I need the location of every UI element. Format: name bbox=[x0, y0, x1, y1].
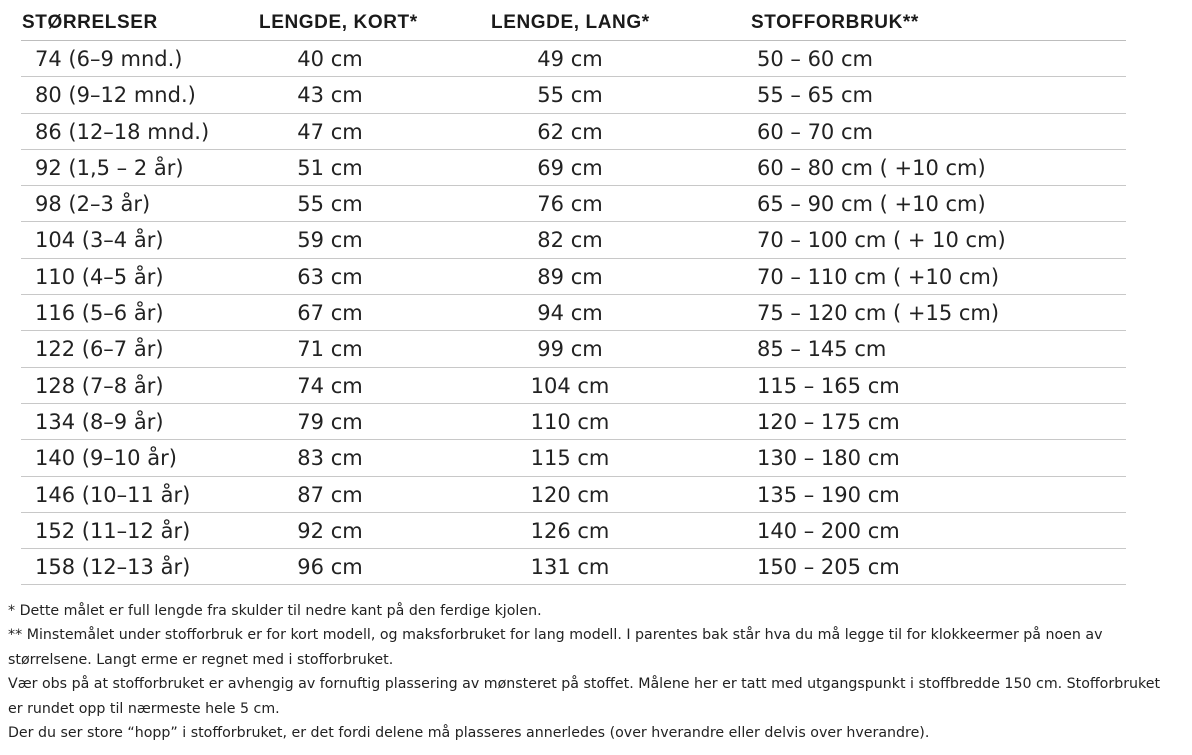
size-cell: 134 (8–9 år) bbox=[35, 409, 164, 434]
header-sizes: STØRRELSER bbox=[22, 12, 158, 33]
fabric-usage-cell: 150 – 205 cm bbox=[757, 555, 900, 580]
length-long-cell: 115 cm bbox=[530, 446, 610, 471]
table-row bbox=[21, 77, 1126, 113]
fabric-usage-cell: 50 – 60 cm bbox=[757, 47, 873, 71]
length-long-cell: 94 cm bbox=[537, 301, 603, 326]
size-cell: 122 (6–7 år) bbox=[35, 337, 164, 362]
fabric-usage-cell: 55 – 65 cm bbox=[757, 83, 873, 108]
length-short-cell: 40 cm bbox=[297, 47, 363, 71]
jump-note: Der du ser store “hopp” i stofforbruket, er det fordi delene må plasseres annerledes (over hverandre eller delvis over hverandre). bbox=[8, 725, 930, 742]
table-row bbox=[21, 477, 1126, 513]
table-row bbox=[21, 186, 1126, 222]
length-long-cell: 62 cm bbox=[537, 119, 603, 144]
table-row bbox=[21, 222, 1126, 258]
length-short-cell: 59 cm bbox=[297, 228, 363, 253]
table-row bbox=[21, 114, 1126, 150]
size-cell: 74 (6–9 mnd.) bbox=[35, 47, 183, 71]
length-long-cell: 99 cm bbox=[537, 337, 603, 362]
header-length-short: LENGDE, KORT* bbox=[259, 12, 418, 33]
length-short-cell: 43 cm bbox=[297, 83, 363, 108]
length-long-cell: 120 cm bbox=[530, 482, 610, 507]
table-row bbox=[21, 368, 1126, 404]
table-row bbox=[21, 549, 1126, 585]
length-long-cell: 89 cm bbox=[537, 264, 603, 289]
table-row bbox=[21, 41, 1126, 77]
placement-note: Vær obs på at stofforbruket er avhengig av fornuftig plassering av mønsteret på stoffet. Målene her er tatt med utgangspunkt i stoffbredde 150 cm. Stofforbruket er rundet opp til nærmeste hele 5 cm. bbox=[8, 676, 1161, 717]
size-cell: 140 (9–10 år) bbox=[35, 446, 177, 471]
size-cell: 116 (5–6 år) bbox=[35, 301, 164, 326]
length-short-cell: 79 cm bbox=[297, 409, 363, 434]
length-short-cell: 92 cm bbox=[297, 518, 363, 543]
length-short-cell: 71 cm bbox=[297, 337, 363, 362]
table-row bbox=[21, 331, 1126, 367]
size-cell: 98 (2–3 år) bbox=[35, 192, 151, 217]
length-short-cell: 83 cm bbox=[297, 446, 363, 471]
size-table bbox=[21, 8, 1126, 585]
fabric-usage-cell: 135 – 190 cm bbox=[757, 482, 900, 507]
table-row bbox=[21, 513, 1126, 549]
size-cell: 86 (12–18 mnd.) bbox=[35, 119, 210, 144]
header-length-long: LENGDE, LANG* bbox=[491, 12, 650, 33]
fabric-footnote: ** Minstemålet under stofforbruk er for kort modell, og maksforbruket for lang modell. I parentes bak står hva du må legge til for klokkeermer på noen av størrelsene. Langt erme er regnet med i stofforbruket. bbox=[8, 627, 1103, 668]
length-long-cell: 126 cm bbox=[530, 518, 610, 543]
length-long-cell: 82 cm bbox=[537, 228, 603, 253]
size-cell: 92 (1,5 – 2 år) bbox=[35, 155, 184, 180]
fabric-usage-cell: 70 – 110 cm ( +10 cm) bbox=[757, 264, 1000, 289]
length-long-cell: 55 cm bbox=[537, 83, 603, 108]
size-cell: 146 (10–11 år) bbox=[35, 482, 191, 507]
size-cell: 158 (12–13 år) bbox=[35, 555, 191, 580]
length-long-cell: 104 cm bbox=[530, 373, 610, 398]
length-long-cell: 69 cm bbox=[537, 155, 603, 180]
length-short-cell: 55 cm bbox=[297, 192, 363, 217]
fabric-usage-cell: 120 – 175 cm bbox=[757, 409, 900, 434]
table-header bbox=[21, 8, 1126, 41]
length-footnote: * Dette målet er full lengde fra skulder til nedre kant på den ferdige kjolen. bbox=[8, 603, 542, 619]
table-row bbox=[21, 404, 1126, 440]
footnotes bbox=[8, 599, 1168, 745]
size-cell: 104 (3–4 år) bbox=[35, 228, 164, 253]
length-short-cell: 51 cm bbox=[297, 155, 363, 180]
size-cell: 80 (9–12 mnd.) bbox=[35, 83, 196, 108]
table-body bbox=[21, 41, 1126, 585]
fabric-usage-cell: 85 – 145 cm bbox=[757, 337, 887, 362]
length-short-cell: 63 cm bbox=[297, 264, 363, 289]
length-long-cell: 76 cm bbox=[537, 192, 603, 217]
fabric-usage-cell: 70 – 100 cm ( + 10 cm) bbox=[757, 228, 1006, 253]
fabric-usage-cell: 60 – 80 cm ( +10 cm) bbox=[757, 155, 986, 180]
fabric-usage-cell: 75 – 120 cm ( +15 cm) bbox=[757, 301, 1000, 326]
fabric-usage-cell: 65 – 90 cm ( +10 cm) bbox=[757, 192, 986, 217]
length-short-cell: 87 cm bbox=[297, 482, 363, 507]
length-long-cell: 49 cm bbox=[537, 47, 603, 71]
size-cell: 128 (7–8 år) bbox=[35, 373, 164, 398]
fabric-usage-cell: 140 – 200 cm bbox=[757, 518, 900, 543]
length-short-cell: 47 cm bbox=[297, 119, 363, 144]
size-cell: 110 (4–5 år) bbox=[35, 264, 164, 289]
size-cell: 152 (11–12 år) bbox=[35, 518, 191, 543]
header-fabric-usage: STOFFORBRUK** bbox=[751, 12, 919, 33]
length-short-cell: 74 cm bbox=[297, 373, 363, 398]
fabric-usage-cell: 60 – 70 cm bbox=[757, 119, 873, 144]
fabric-usage-cell: 115 – 165 cm bbox=[757, 373, 900, 398]
table-row bbox=[21, 150, 1126, 186]
length-short-cell: 67 cm bbox=[297, 301, 363, 326]
table-row bbox=[21, 440, 1126, 476]
length-short-cell: 96 cm bbox=[297, 555, 363, 580]
fabric-usage-cell: 130 – 180 cm bbox=[757, 446, 900, 471]
length-long-cell: 131 cm bbox=[530, 555, 610, 580]
table-row bbox=[21, 259, 1126, 295]
length-long-cell: 110 cm bbox=[530, 409, 610, 434]
table-row bbox=[21, 295, 1126, 331]
